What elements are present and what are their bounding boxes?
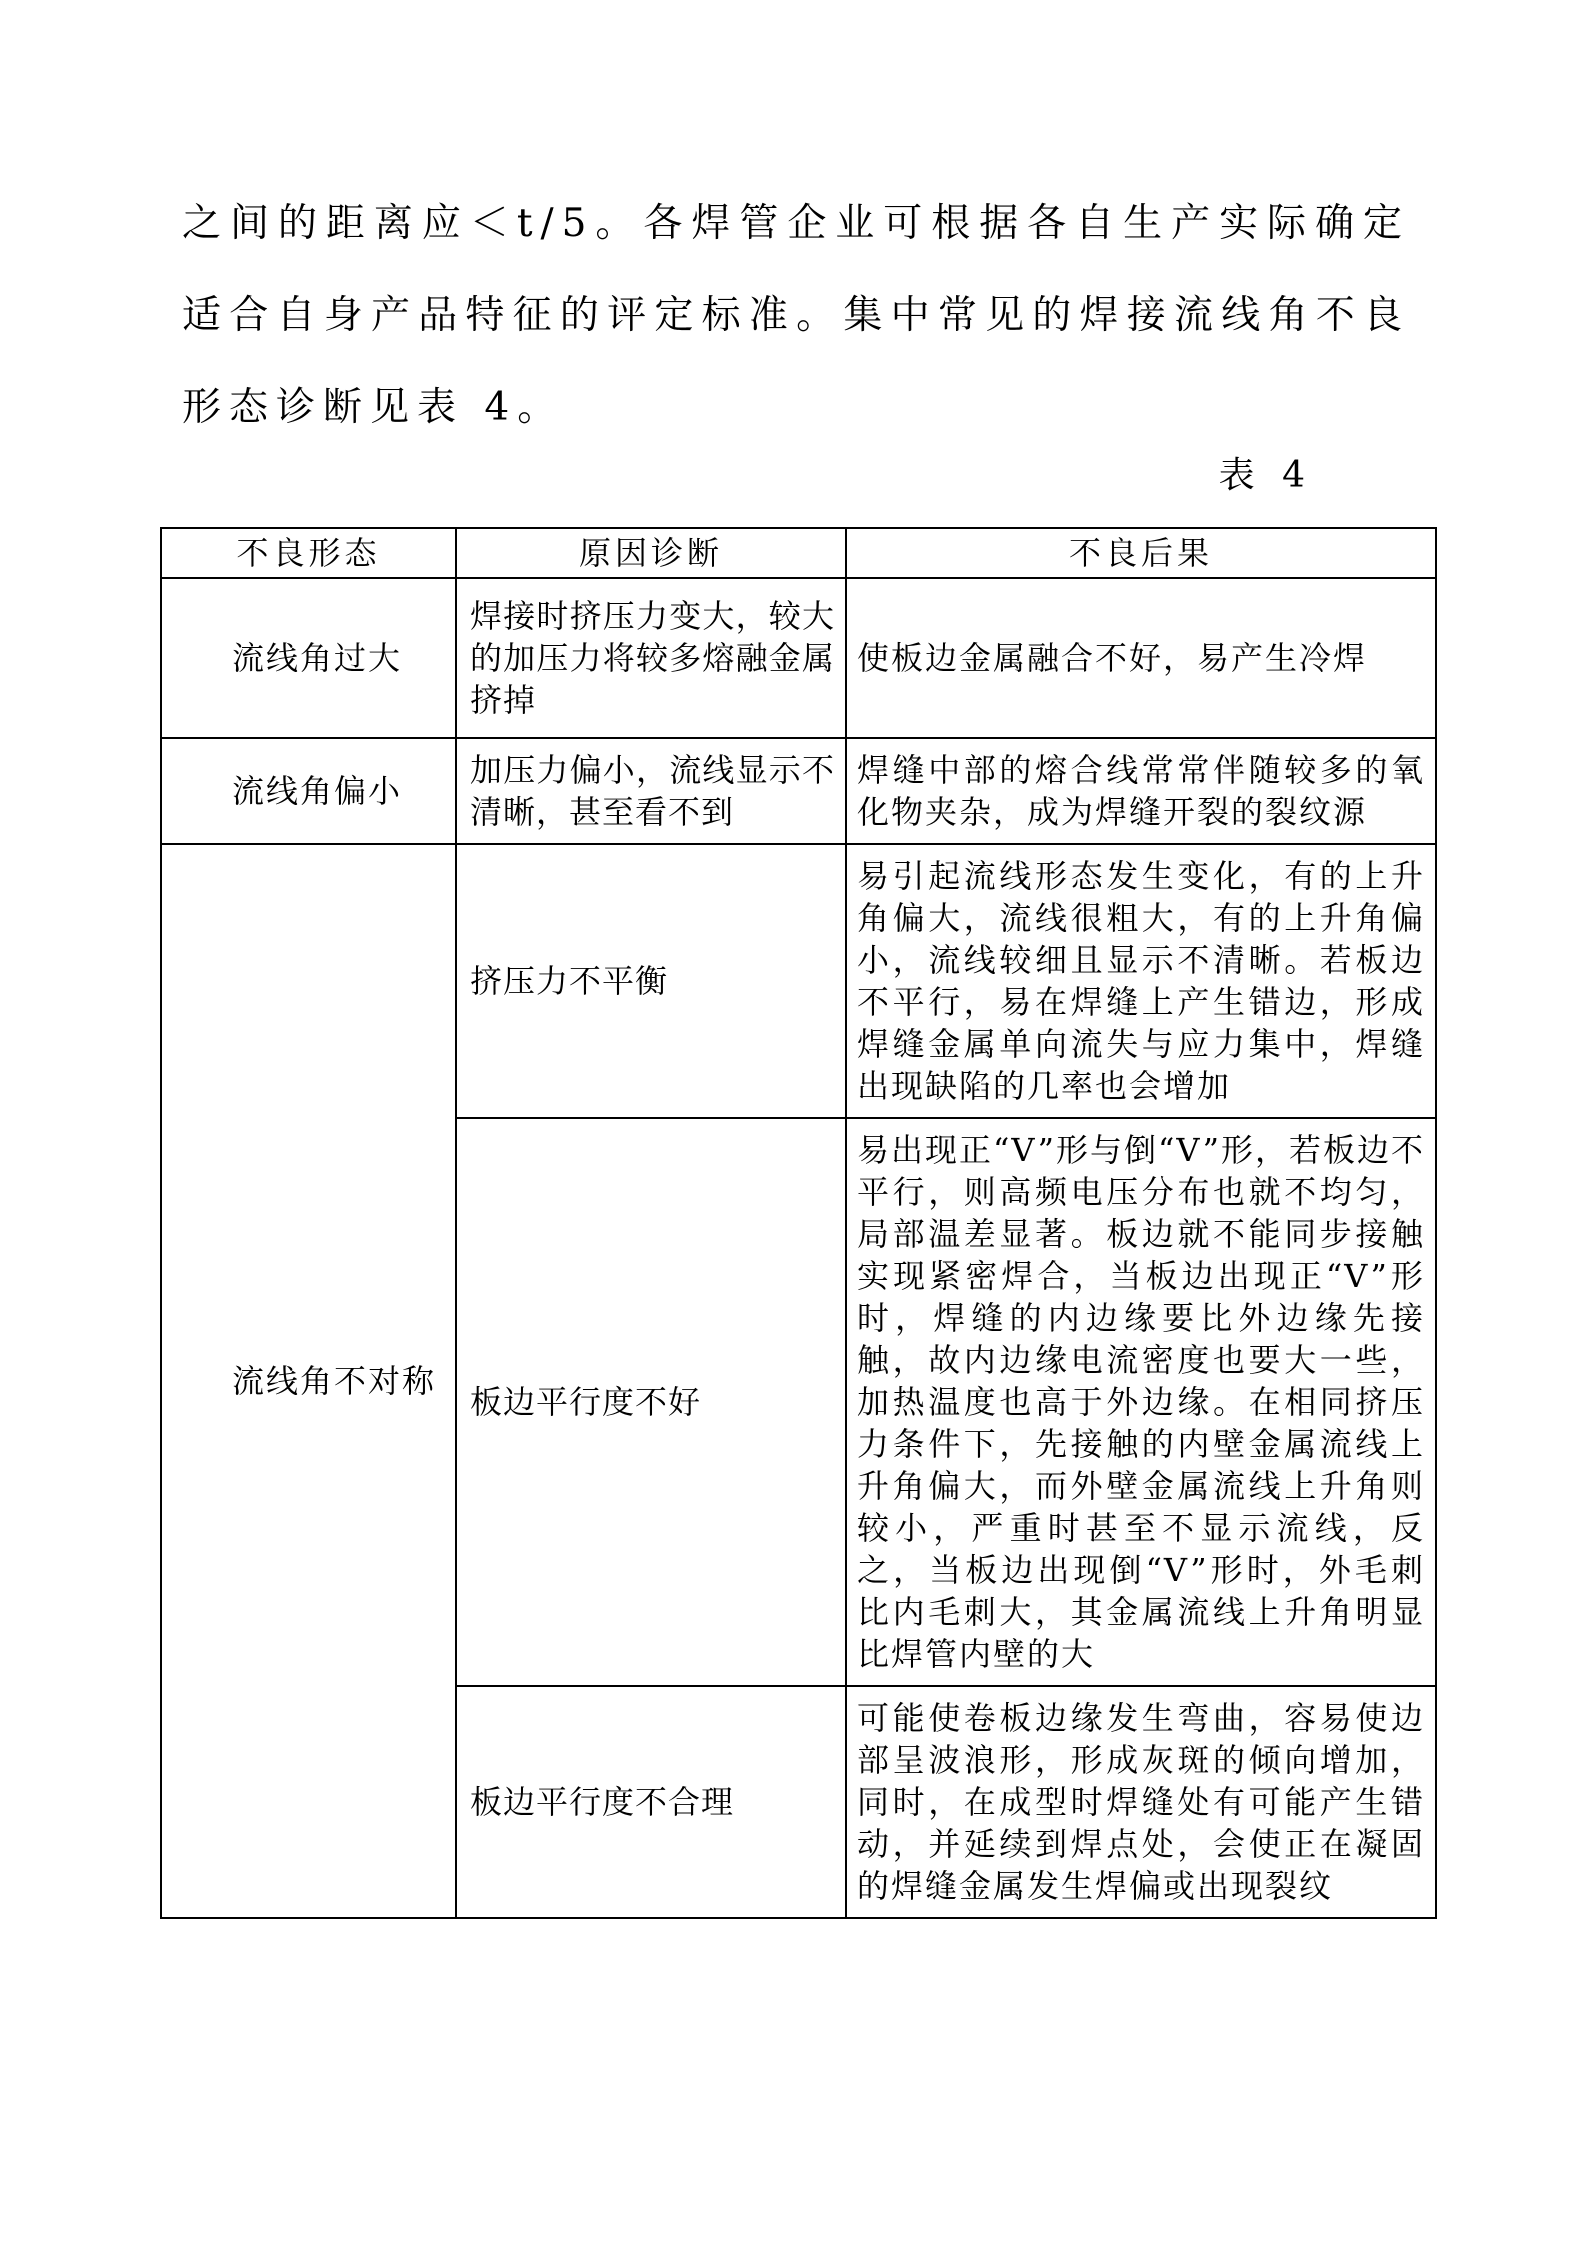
paragraph-line-1: 之间的距离应＜t/5。各焊管企业可根据各自生产实际确定: [182, 201, 1410, 246]
cell-consequence: 易出现正“V”形与倒“V”形，若板边不平行，则高频电压分布也就不均匀，局部温差显著。板边就不能同步接触实现紧密焊合，当板边出现正“V”形时，焊缝的内边缘要比外边缘先接触，故内边缘电流密度也要大一些，加热温度也高于外边缘。在相同挤压力条件下，先接触的内壁金属流线上升角偏大，而外壁金属流线上升角则较小，严重时甚至不显示流线，反之，当板边出现倒“V”形时，外毛刺比内毛刺大，其金属流线上升角明显比焊管内壁的大: [846, 1118, 1436, 1686]
cell-consequence: 焊缝中部的熔合线常常伴随较多的氧化物夹杂，成为焊缝开裂的裂纹源: [846, 738, 1436, 844]
cell-cause: 加压力偏小，流线显示不清晰，甚至看不到: [456, 738, 846, 844]
cell-cause: 挤压力不平衡: [456, 844, 846, 1118]
table-row: [161, 738, 1436, 844]
cell-consequence: 使板边金属融合不好，易产生冷焊: [846, 578, 1436, 738]
paragraph-line-3: 形态诊断见表 4。: [182, 385, 565, 430]
cell-cause: 焊接时挤压力变大，较大的加压力将较多熔融金属挤掉: [456, 578, 846, 738]
header-row: [161, 528, 1436, 578]
defect-diagnosis-table: [160, 527, 1437, 1919]
cell-cause: 板边平行度不好: [456, 1118, 846, 1686]
table-caption: 表 4: [1218, 455, 1313, 496]
cell-form: 流线角偏小: [161, 738, 456, 844]
paragraph-line-2: 适合自身产品特征的评定标准。集中常见的焊接流线角不良: [182, 293, 1410, 338]
table-row: [161, 578, 1436, 738]
cell-consequence: 易引起流线形态发生变化，有的上升角偏大，流线很粗大，有的上升角偏小，流线较细且显示不清晰。若板边不平行，易在焊缝上产生错边，形成焊缝金属单向流失与应力集中，焊缝出现缺陷的几率也会增加: [846, 844, 1436, 1118]
column-header-consequence: 不良后果: [846, 528, 1436, 578]
column-header-cause: 原因诊断: [456, 528, 846, 578]
cell-form: 流线角不对称: [161, 844, 456, 1918]
cell-form: 流线角过大: [161, 578, 456, 738]
cell-cause: 板边平行度不合理: [456, 1686, 846, 1918]
table-row: [161, 844, 1436, 1118]
cell-consequence: 可能使卷板边缘发生弯曲，容易使边部呈波浪形，形成灰斑的倾向增加，同时，在成型时焊缝处有可能产生错动，并延续到焊点处，会使正在凝固的焊缝金属发生焊偏或出现裂纹: [846, 1686, 1436, 1918]
body-paragraph: [182, 178, 1410, 454]
column-header-form: 不良形态: [161, 528, 456, 578]
